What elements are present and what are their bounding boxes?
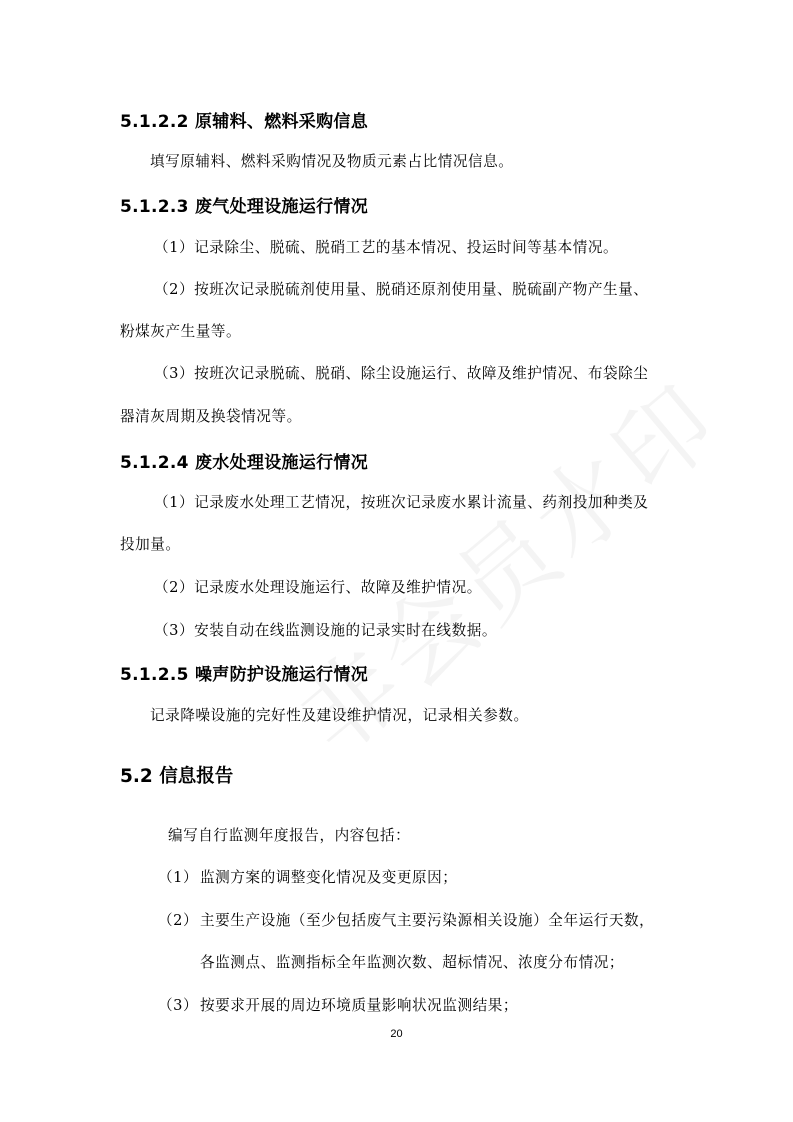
paragraph-line: （2）按班次记录脱硫剂使用量、脱硝还原剂使用量、脱硫副产物产生量、	[154, 281, 649, 298]
paragraph-line: 器清灰周期及换袋情况等。	[120, 408, 302, 425]
list-item-text: 各监测点、监测指标全年监测次数、超标情况、浓度分布情况；	[200, 954, 625, 971]
section-heading: 5.1.2.3 废气处理设施运行情况	[120, 197, 369, 217]
list-item-number: （2）	[158, 912, 199, 929]
section-heading: 5.1.2.5 噪声防护设施运行情况	[120, 665, 369, 685]
section-heading: 5.1.2.4 废水处理设施运行情况	[120, 453, 369, 473]
paragraph-line: 填写原辅料、燃料采购情况及物质元素占比情况信息。	[150, 153, 514, 170]
chapter-heading: 5.2 信息报告	[120, 766, 234, 787]
paragraph-line: （1）记录废水处理工艺情况，按班次记录废水累计流量、药剂投加种类及	[154, 494, 649, 511]
page-number: 20	[390, 1028, 403, 1040]
paragraph-line: 投加量。	[120, 536, 181, 553]
list-item-number: （3）	[158, 997, 199, 1014]
list-item-text: 监测方案的调整变化情况及变更原因；	[200, 869, 458, 886]
paragraph-line: （3）安装自动在线监测设施的记录实时在线数据。	[154, 622, 497, 639]
paragraph-line: （2）记录废水处理设施运行、故障及维护情况。	[154, 579, 482, 596]
paragraph-line: 记录降噪设施的完好性及建设维护情况，记录相关参数。	[150, 707, 529, 724]
paragraph-line: 粉煤灰产生量等。	[120, 323, 242, 340]
paragraph-line: （3）按班次记录脱硫、脱硝、除尘设施运行、故障及维护情况、布袋除尘	[154, 365, 649, 382]
list-item-number: （1）	[158, 869, 199, 886]
section-heading: 5.1.2.2 原辅料、燃料采购信息	[120, 112, 369, 132]
list-item-text: 按要求开展的周边环境质量影响状况监测结果；	[200, 997, 519, 1014]
paragraph-line: （1）记录除尘、脱硫、脱硝工艺的基本情况、投运时间等基本情况。	[154, 239, 619, 256]
list-item-text: 主要生产设施（至少包括废气主要污染源相关设施）全年运行天数，	[200, 912, 655, 929]
paragraph-line: 编写自行监测年度报告，内容包括：	[168, 827, 411, 844]
